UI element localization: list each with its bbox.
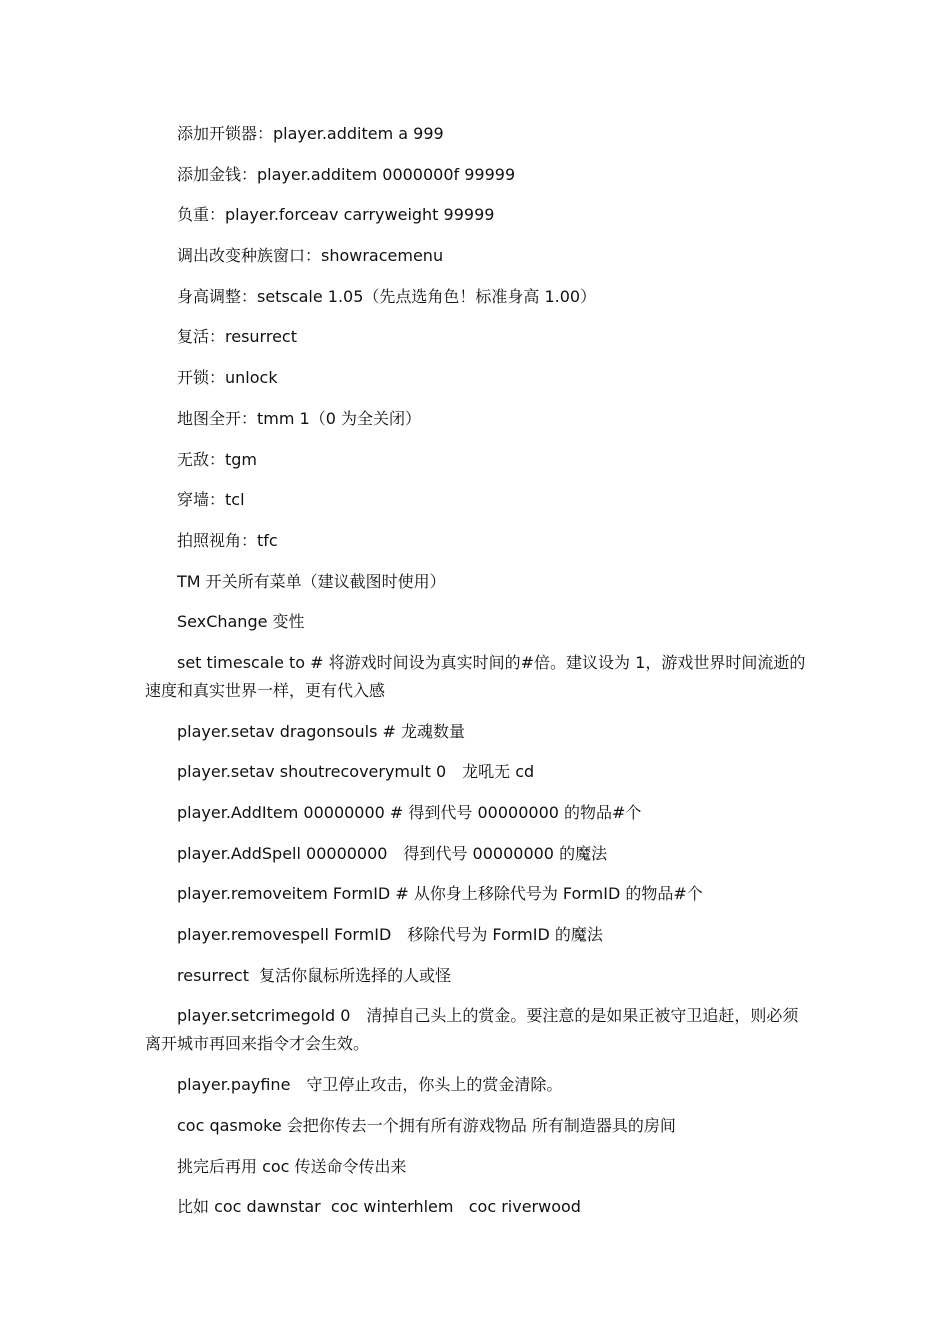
cmd-sex-change: SexChange 变性 — [177, 612, 305, 632]
cmd-carry-weight: 负重：player.forceav carryweight 99999 — [177, 205, 495, 225]
cmd-shout-cooldown: player.setav shoutrecoverymult 0 龙吼无 cd — [177, 762, 535, 782]
cmd-god-mode: 无敌：tgm — [177, 449, 258, 469]
cmd-remove-item: player.removeitem FormID # 从你身上移除代号为 FormID 的物品#个 — [177, 884, 703, 904]
cmd-pay-fine: player.payfine 守卫停止攻击，你头上的赏金清除。 — [177, 1075, 563, 1095]
cmd-clear-bounty: player.setcrimegold 0 清掉自己头上的赏金。要注意的是如果正被守卫追赶，则必须离开城市再回来指令才会生效。 — [145, 1006, 799, 1054]
cmd-map-reveal: 地图全开：tmm 1（0 为全关闭） — [177, 408, 421, 428]
cmd-add-item: player.AddItem 00000000 # 得到代号 00000000 的物品#个 — [177, 803, 642, 822]
cmd-add-lockpick: 添加开锁器：player.additem a 999 — [177, 124, 444, 143]
document-body — [145, 120, 810, 1234]
cmd-timescale: set timescale to # 将游戏时间设为真实时间的#倍。建议设为 1，游戏世界时间流逝的速度和真实世界一样，更有代入感 — [145, 652, 806, 700]
cmd-free-camera: 拍照视角：tfc — [177, 530, 278, 550]
cmd-coc-examples: 比如 coc dawnstar coc winterhlem coc riverwood — [177, 1197, 581, 1217]
cmd-dragon-souls: player.setav dragonsouls # 龙魂数量 — [177, 721, 465, 741]
cmd-race-menu: 调出改变种族窗口：showracemenu — [177, 246, 444, 266]
cmd-remove-spell: player.removespell FormID 移除代号为 FormID 的魔法 — [177, 925, 603, 945]
cmd-set-scale: 身高调整：setscale 1.05（先点选角色！标准身高 1.00） — [177, 286, 597, 306]
cmd-resurrect-target: resurrect 复活你鼠标所选择的人或怪 — [177, 965, 452, 985]
cmd-add-spell: player.AddSpell 00000000 得到代号 00000000 的魔法 — [177, 843, 608, 863]
cmd-toggle-menus: TM 开关所有菜单（建议截图时使用） — [177, 571, 446, 591]
cmd-noclip: 穿墙：tcl — [177, 490, 245, 510]
cmd-resurrect: 复活：resurrect — [177, 327, 297, 347]
cmd-unlock: 开锁：unlock — [177, 368, 278, 388]
cmd-qasmoke: coc qasmoke 会把你传去一个拥有所有游戏物品 所有制造器具的房间 — [177, 1115, 676, 1135]
cmd-teleport-out: 挑完后再用 coc 传送命令传出来 — [177, 1156, 407, 1176]
cmd-add-gold: 添加金钱：player.additem 0000000f 99999 — [177, 164, 516, 184]
